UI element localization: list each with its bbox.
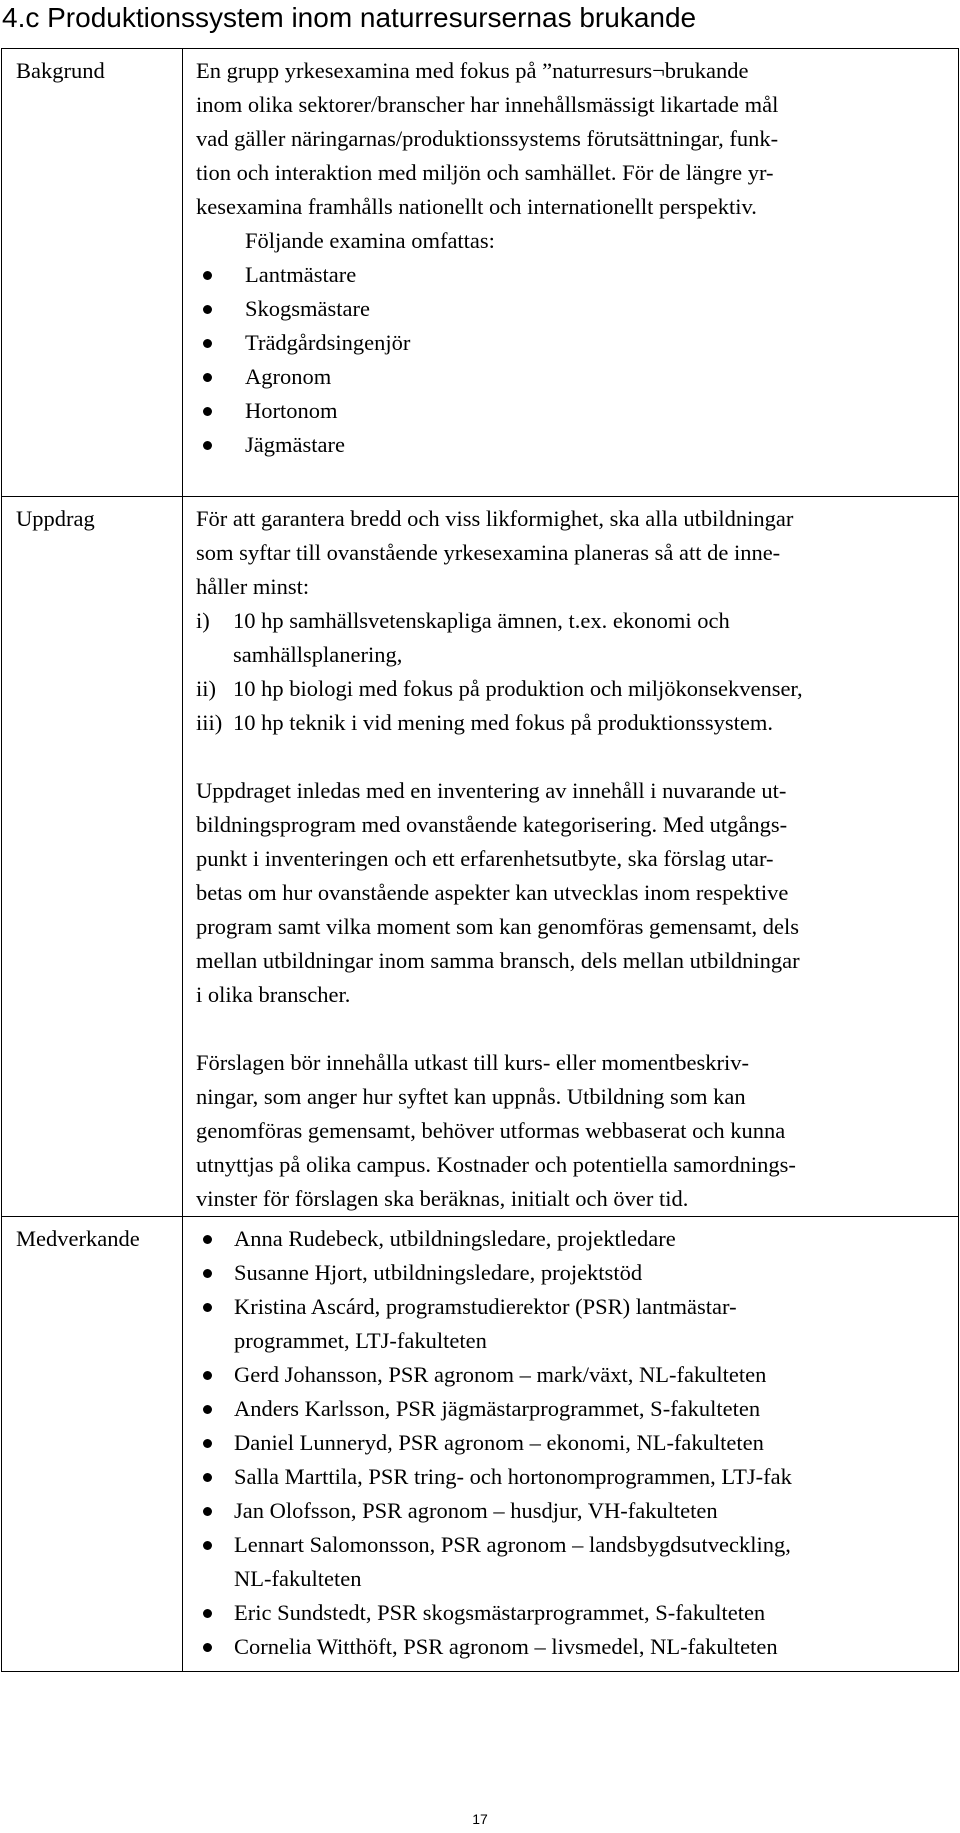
list-item xyxy=(196,604,946,672)
text-line: Cornelia Witthöft, PSR agronom – livsmedel, NL-fakulteten xyxy=(234,1634,778,1659)
text-line: Jan Olofsson, PSR agronom – husdjur, VH-fakulteten xyxy=(234,1498,718,1523)
text-line: programmet, LTJ-fakulteten xyxy=(234,1328,487,1353)
text-line: Lennart Salomonsson, PSR agronom – landsbygdsutveckling, xyxy=(234,1532,791,1557)
participant-list xyxy=(196,1222,946,1664)
uppdrag-intro xyxy=(196,502,946,604)
row-bakgrund xyxy=(2,49,959,497)
list-item xyxy=(196,1256,946,1290)
text-line: punkt i inventeringen och ett erfarenhetsutbyte, ska förslag utar- xyxy=(196,846,774,871)
page-number: 17 xyxy=(472,1811,488,1827)
text-line: Kristina Ascárd, programstudierektor (PSR) lantmästar- xyxy=(234,1294,737,1319)
list-item xyxy=(196,1222,946,1256)
text-line: Gerd Johansson, PSR agronom – mark/växt, NL-fakulteten xyxy=(234,1362,767,1387)
list-item: Agronom xyxy=(196,360,946,394)
list-item xyxy=(196,1494,946,1528)
uppdrag-content xyxy=(183,497,959,1217)
degree-list xyxy=(196,258,946,462)
uppdrag-paragraph-3 xyxy=(196,1046,946,1216)
text-line: kesexamina framhålls nationellt och internationellt perspektiv. xyxy=(196,194,757,219)
list-intro: Följande examina omfattas: xyxy=(245,228,495,253)
list-item: Hortonom xyxy=(196,394,946,428)
list-item xyxy=(196,672,946,706)
list-item xyxy=(196,1630,946,1664)
text-line: vinster för förslagen ska beräknas, initialt och över tid. xyxy=(196,1186,689,1211)
text-line: betas om hur ovanstående aspekter kan utvecklas inom respektive xyxy=(196,880,789,905)
text-line: Anders Karlsson, PSR jägmästarprogrammet, S-fakulteten xyxy=(234,1396,761,1421)
list-item: Trädgårdsingenjör xyxy=(196,326,946,360)
text-line: genomföras gemensamt, behöver utformas webbaserat och kunna xyxy=(196,1118,786,1143)
list-item xyxy=(196,1596,946,1630)
requirement-list xyxy=(196,604,946,740)
page-heading: 4.c Produktionssystem inom naturresursernas brukande xyxy=(2,2,697,33)
text-line: som syftar till ovanstående yrkesexamina planeras så att de inne- xyxy=(196,540,781,565)
text-line: Uppdraget inledas med en inventering av innehåll i nuvarande ut- xyxy=(196,778,787,803)
list-marker: i) xyxy=(196,608,210,633)
text-line: samhällsplanering, xyxy=(233,642,403,667)
text-line: vad gäller näringarnas/produktionssystems förutsättningar, funk- xyxy=(196,126,779,151)
list-item: Lantmästare xyxy=(196,258,946,292)
text-line: För att garantera bredd och viss likformighet, ska alla utbildningar xyxy=(196,506,794,531)
text-line: mellan utbildningar inom samma bransch, dels mellan utbildningar xyxy=(196,948,800,973)
list-item xyxy=(196,1358,946,1392)
list-item xyxy=(196,706,946,740)
list-item xyxy=(196,1392,946,1426)
row-label-bakgrund: Bakgrund xyxy=(2,49,183,497)
text-line: NL-fakulteten xyxy=(234,1566,362,1591)
row-medverkande xyxy=(2,1217,959,1672)
row-uppdrag xyxy=(2,497,959,1217)
list-item xyxy=(196,1290,946,1358)
content-table xyxy=(1,48,959,1672)
text-line: tion och interaktion med miljön och samhället. För de längre yr- xyxy=(196,160,774,185)
text-line: i olika branscher. xyxy=(196,982,351,1007)
text-line: Daniel Lunneryd, PSR agronom – ekonomi, NL-fakulteten xyxy=(234,1430,764,1455)
list-item xyxy=(196,1528,946,1596)
text-line: utnyttjas på olika campus. Kostnader och potentiella samordnings- xyxy=(196,1152,796,1177)
row-label-uppdrag: Uppdrag xyxy=(2,497,183,1217)
list-item: Jägmästare xyxy=(196,428,946,462)
text-line: 10 hp samhällsvetenskapliga ämnen, t.ex. ekonomi och xyxy=(233,608,730,633)
list-marker: ii) xyxy=(196,676,216,701)
text-line: En grupp yrkesexamina med fokus på ”naturresurs¬brukande xyxy=(196,58,749,83)
text-line: håller minst: xyxy=(196,574,310,599)
bakgrund-content xyxy=(183,49,959,497)
list-item: Skogsmästare xyxy=(196,292,946,326)
bakgrund-paragraph xyxy=(196,54,946,224)
list-item xyxy=(196,1460,946,1494)
list-marker: iii) xyxy=(196,710,223,735)
text-line: ningar, som anger hur syftet kan uppnås. Utbildning som kan xyxy=(196,1084,746,1109)
medverkande-content xyxy=(183,1217,959,1672)
row-label-medverkande: Medverkande xyxy=(2,1217,183,1672)
text-line: bildningsprogram med ovanstående kategorisering. Med utgångs- xyxy=(196,812,788,837)
list-item xyxy=(196,1426,946,1460)
text-line: 10 hp teknik i vid mening med fokus på produktionssystem. xyxy=(233,710,773,735)
text-line: Eric Sundstedt, PSR skogsmästarprogrammet, S-fakulteten xyxy=(234,1600,766,1625)
text-line: program samt vilka moment som kan genomföras gemensamt, dels xyxy=(196,914,799,939)
uppdrag-paragraph-2 xyxy=(196,774,946,1012)
text-line: Salla Marttila, PSR tring- och hortonomprogrammen, LTJ-fak xyxy=(234,1464,792,1489)
text-line: 10 hp biologi med fokus på produktion och miljökonsekvenser, xyxy=(233,676,803,701)
text-line: Susanne Hjort, utbildningsledare, projektstöd xyxy=(234,1260,643,1285)
text-line: Anna Rudebeck, utbildningsledare, projektledare xyxy=(234,1226,676,1251)
text-line: Förslagen bör innehålla utkast till kurs- eller momentbeskriv- xyxy=(196,1050,749,1075)
text-line: inom olika sektorer/branscher har innehållsmässigt likartade mål xyxy=(196,92,779,117)
